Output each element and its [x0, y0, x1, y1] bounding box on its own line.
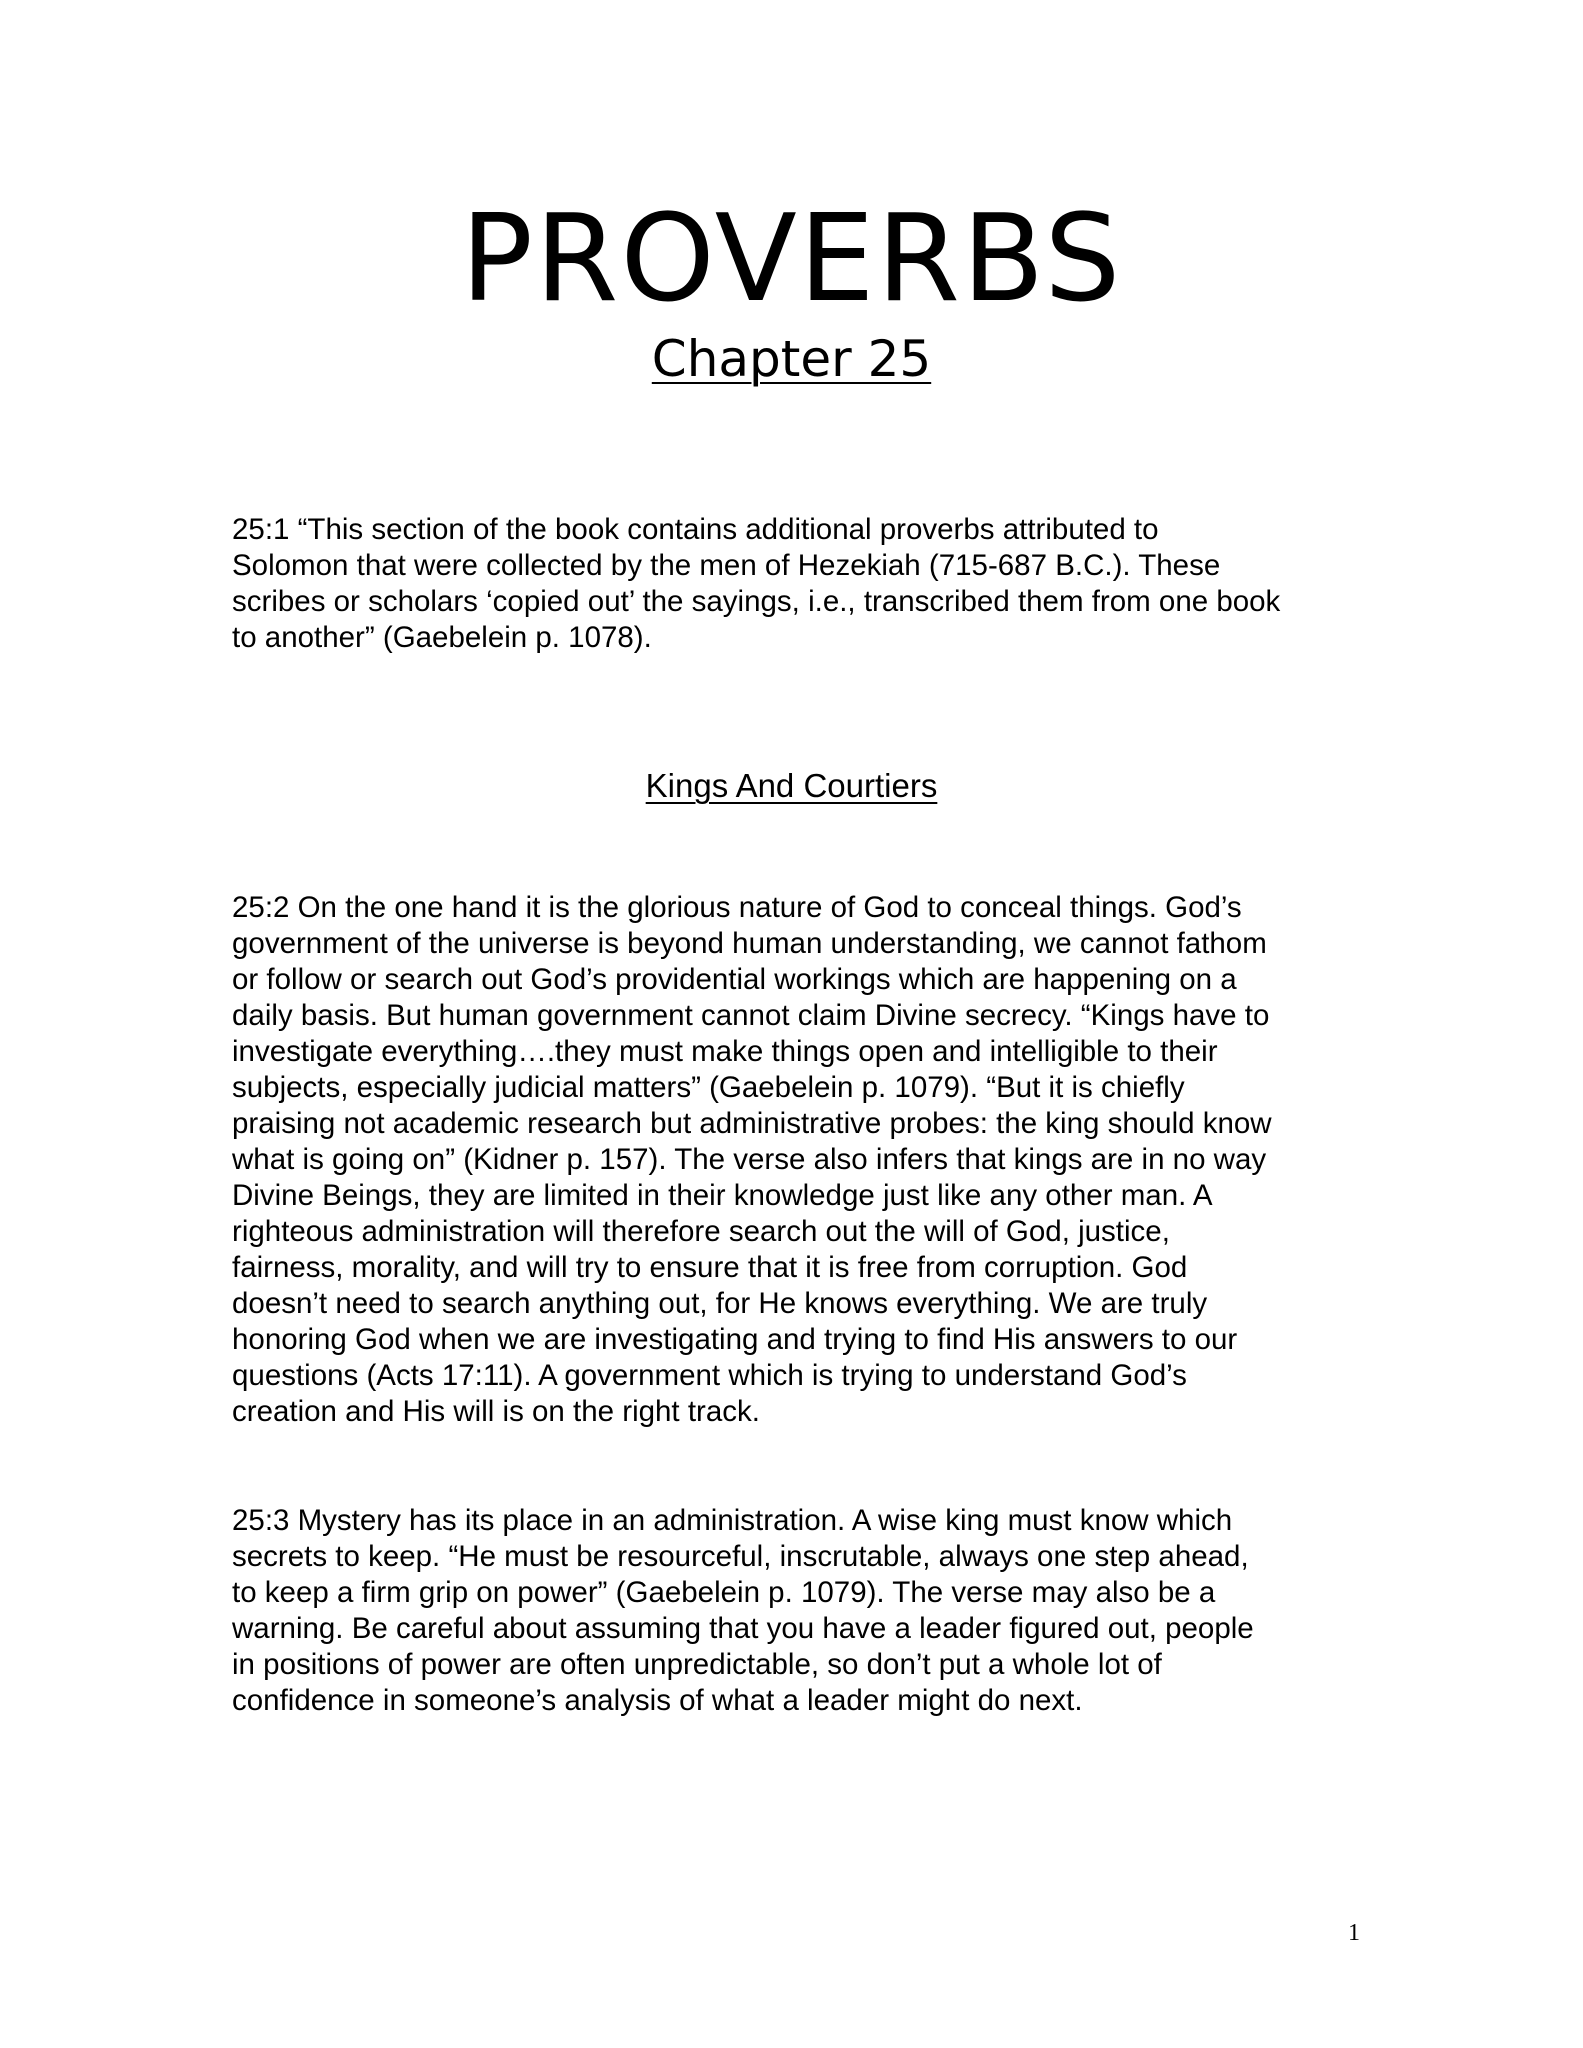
section-heading	[0, 766, 1583, 806]
page-number: 1	[1348, 1920, 1360, 1946]
section-heading-text: Kings And Courtiers	[645, 767, 938, 804]
chapter-heading	[0, 328, 1583, 390]
paragraph-verse-25-1: 25:1 “This section of the book contains additional proverbs attributed to Solomon that were collected by the men of Hezekiah (715-687 B.C.). These scribes or scholars ‘copied out’ the sayings, i.e., transcribed them from one book to another” (Gaebelein p. 1078).	[232, 513, 1281, 654]
paragraph-verse-25-3: 25:3 Mystery has its place in an administration. A wise king must know which secrets to keep. “He must be resourceful, inscrutable, always one step ahead, to keep a firm grip on power” (Gaebelein p. 1079). The verse may also be a warning. Be careful about assuming that you have a leader figured out, people in positions of power are often unpredictable, so don’t put a whole lot of confidence in someone’s analysis of what a leader might do next.	[232, 1504, 1254, 1717]
paragraph-verse-25-2: 25:2 On the one hand it is the glorious nature of God to conceal things. God’s government of the universe is beyond human understanding, we cannot fathom or follow or search out God’s providential workings which are happening on a daily basis. But human government cannot claim Divine secrecy. “Kings have to investigate everything….they must make things open and intelligible to their subjects, especially judicial matters” (Gaebelein p. 1079). “But it is chiefly praising not academic research but administrative probes: the king should know what is going on” (Kidner p. 157). The verse also infers that kings are in no way Divine Beings, they are limited in their knowledge just like any other man. A righteous administration will therefore search out the will of God, justice, fairness, morality, and will try to ensure that it is free from corruption. God doesn’t need to search anything out, for He knows everything. We are truly honoring God when we are investigating and trying to find His answers to our questions (Acts 17:11). A government which is trying to understand God’s creation and His will is on the right track.	[232, 891, 1272, 1428]
page-title: PROVERBS	[460, 190, 1123, 329]
chapter-heading-text: Chapter 25	[651, 330, 932, 388]
